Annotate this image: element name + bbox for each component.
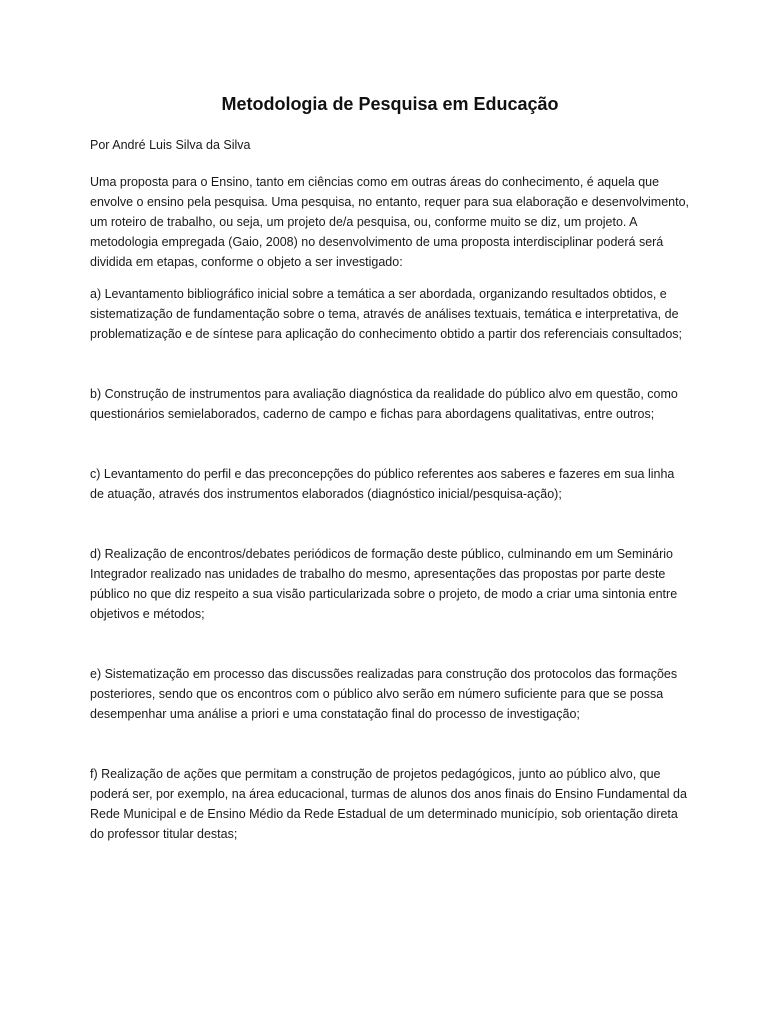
list-item-e: e) Sistematização em processo das discussões realizadas para construção dos protocolos das formações posteriores, sendo que os encontros com o público alvo serão em número suficiente para que se possa desempenhar uma análise a priori e uma constatação final do processo de investigação; [90,667,678,721]
intro-paragraph: Uma proposta para o Ensino, tanto em ciências como em outras áreas do conhecimento, é aquela que envolve o ensino pela pesquisa. Uma pesquisa, no entanto, requer para sua elaboração e desenvolvimento, um roteiro de trabalho, ou seja, um projeto de/a pesquisa, ou, conforme muito se diz, um projeto. A metodologia empregada (Gaio, 2008) no desenvolvimento de uma proposta interdisciplinar poderá será dividida em etapas, conforme o objeto a ser investigado: [90,175,690,269]
document-content [90,92,690,844]
list-item-f: f) Realização de ações que permitam a construção de projetos pedagógicos, junto ao público alvo, que poderá ser, por exemplo, na área educacional, turmas de alunos dos anos finais do Ensino Fundamental da Rede Municipal e de Ensino Médio da Rede Estadual de um determinado município, sob orientação direta do professor titular destas; [90,767,687,841]
list-item-a: a) Levantamento bibliográfico inicial sobre a temática a ser abordada, organizando resultados obtidos, e sistematização de fundamentação sobre o tema, através de análises textuais, temática e interpretativa, de problematização e de síntese para aplicação do conhecimento obtido a partir dos referenciais consultados; [90,287,683,341]
author-line: Por André Luis Silva da Silva [90,138,251,152]
list-item-d: d) Realização de encontros/debates periódicos de formação deste público, culminando em um Seminário Integrador realizado nas unidades de trabalho do mesmo, apresentações das propostas por parte deste público no que diz respeito a sua visão particularizada sobre o projeto, de modo a criar uma sintonia entre objetivos e métodos; [90,547,678,621]
list-item-b: b) Construção de instrumentos para avaliação diagnóstica da realidade do público alvo em questão, como questionários semielaborados, caderno de campo e fichas para abordagens qualitativas, entre outros; [90,387,678,421]
page-title: Metodologia de Pesquisa em Educação [221,94,559,114]
list-item-c: c) Levantamento do perfil e das preconcepções do público referentes aos saberes e fazeres em sua linha de atuação, através dos instrumentos elaborados (diagnóstico inicial/pesquisa-ação); [90,467,675,501]
